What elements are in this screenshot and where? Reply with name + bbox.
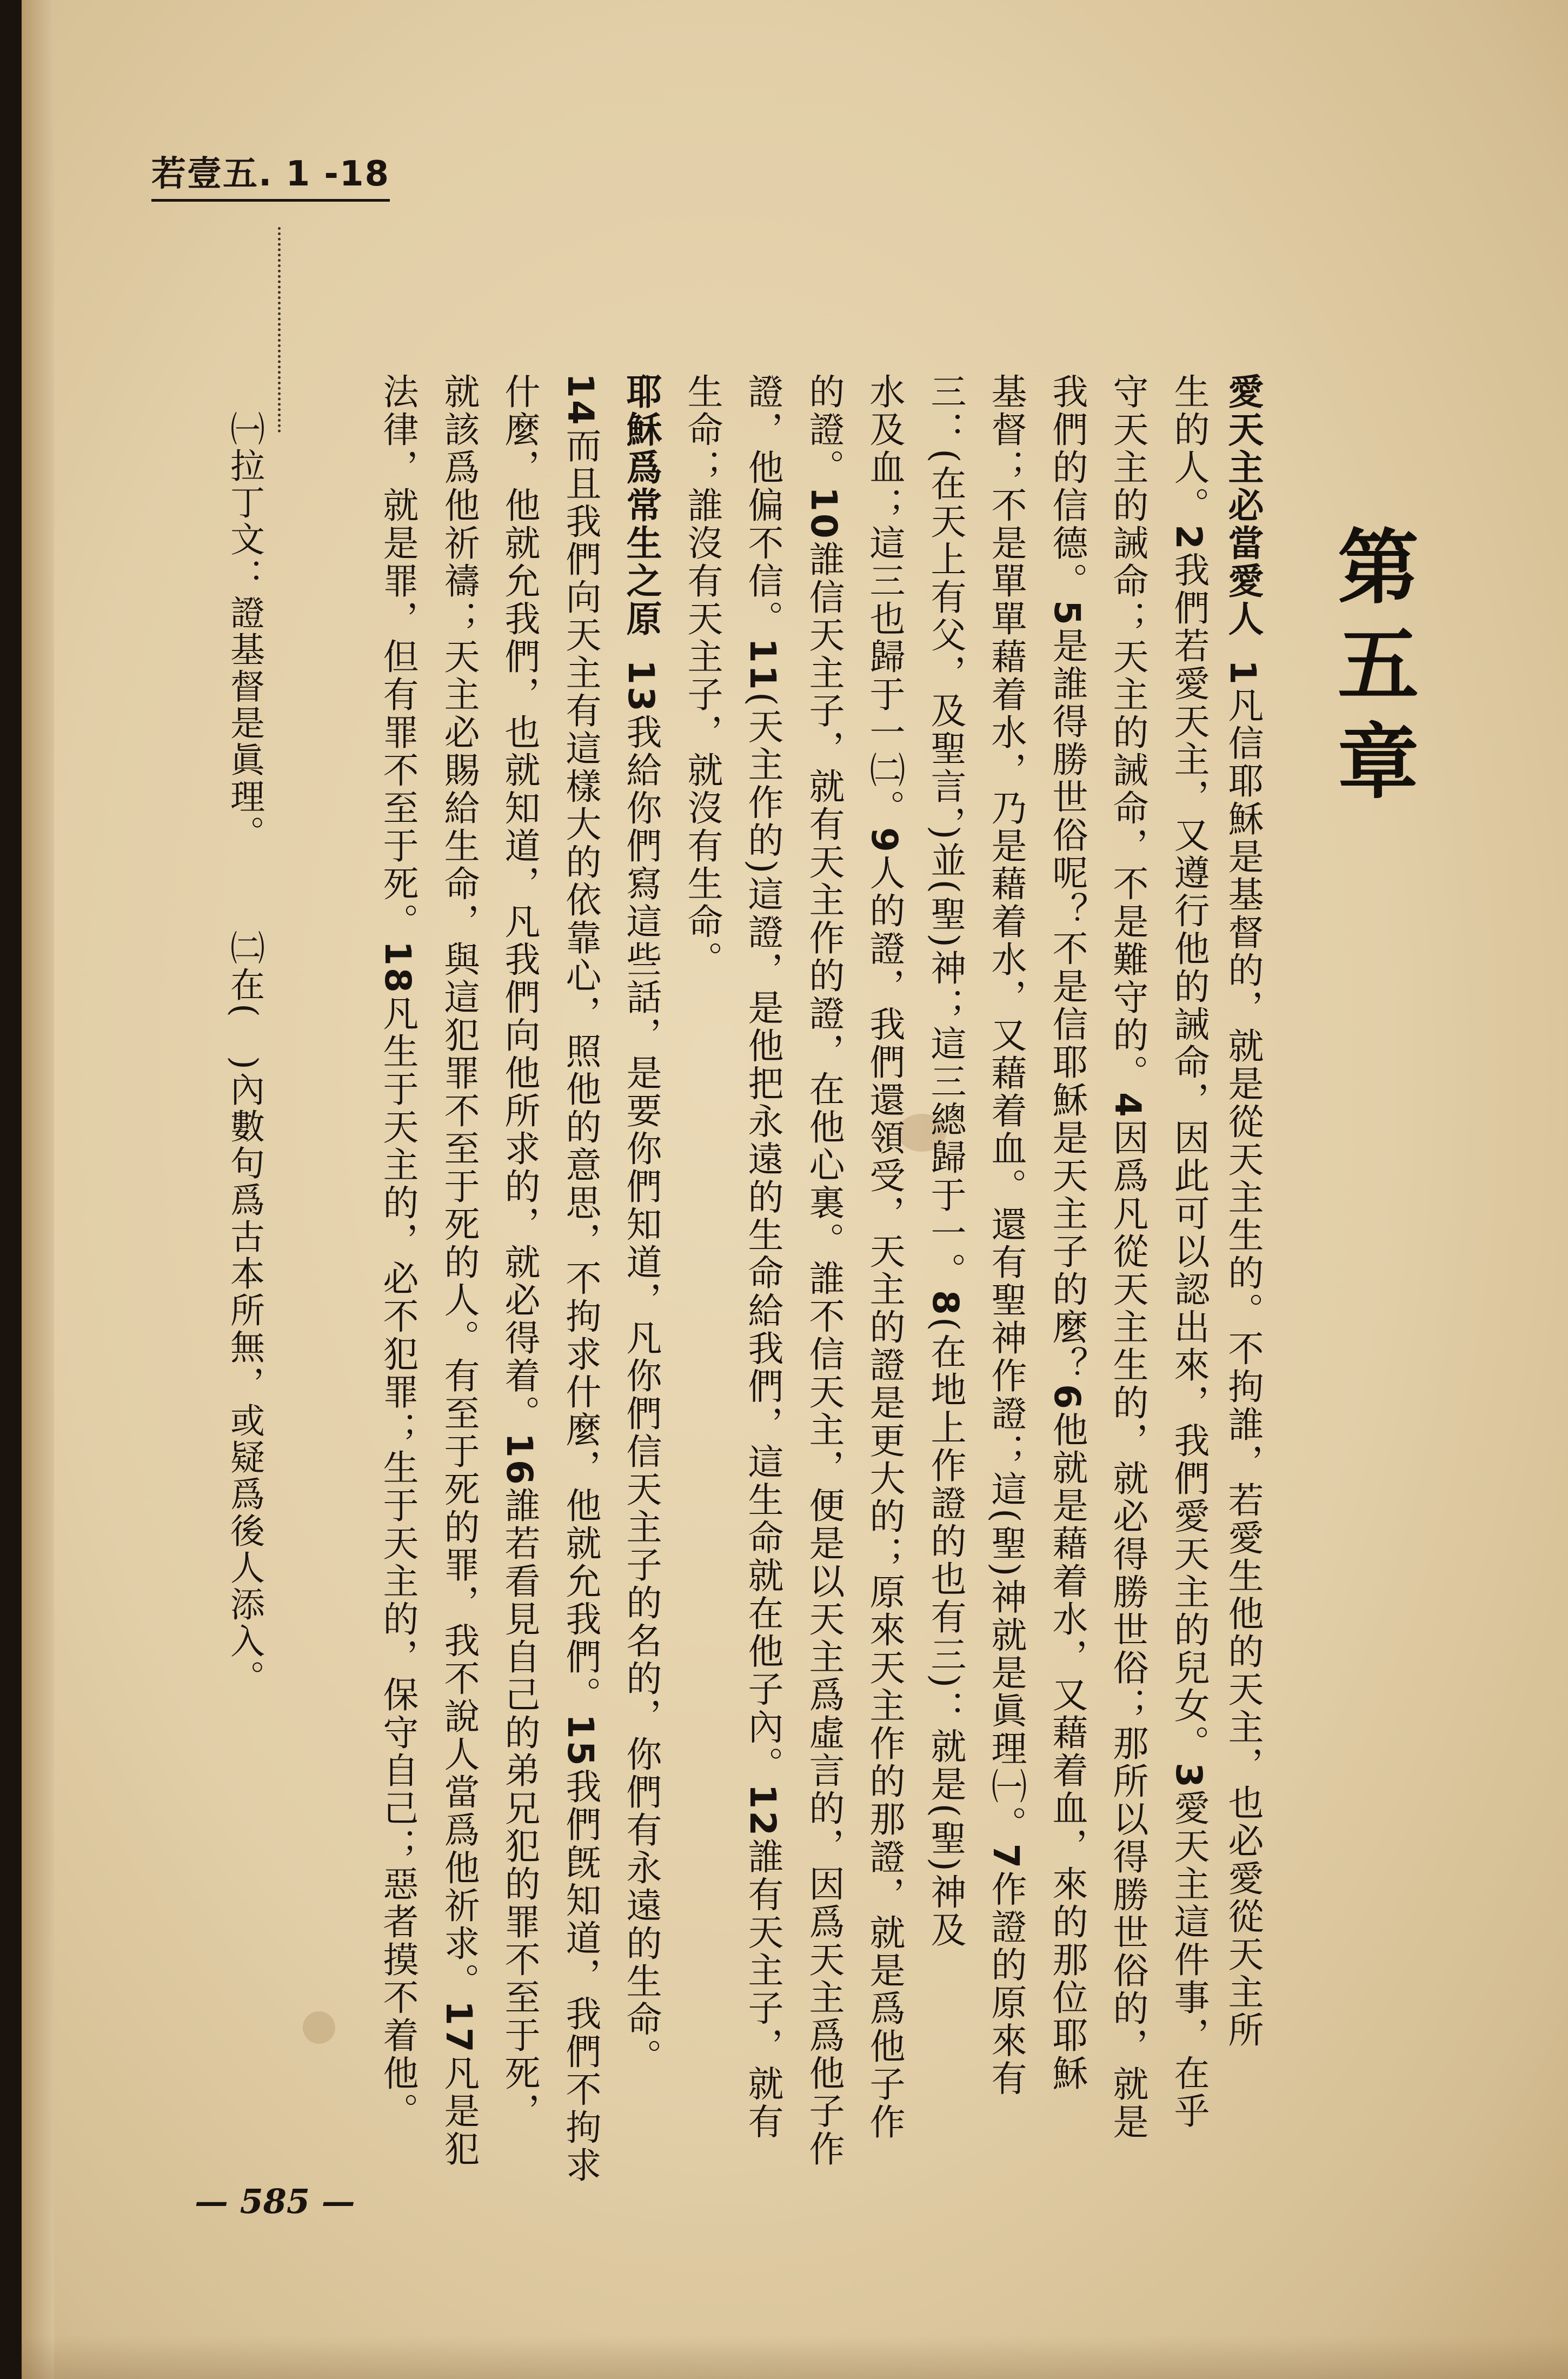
verse-number: 8: [925, 1290, 966, 1317]
footnote-separator: [278, 227, 284, 433]
verse-number: 12: [742, 1784, 783, 1838]
verse-text: 我給你們寫這些話，是要你們知道，凡你們信天主子的名的，你們有永遠的生命。: [620, 713, 662, 2076]
verse-text: 的證。: [803, 373, 845, 487]
text-column: [925, 373, 966, 1949]
verse-number: 2: [1168, 524, 1210, 551]
page-bottom-edge: [22, 2336, 1568, 2379]
verse-text: 是誰得勝世俗呢？不是信耶穌是天主子的麼？: [1046, 627, 1088, 1384]
verse-number: 10: [803, 487, 845, 541]
text-column: [1222, 373, 1264, 2049]
verse-number: 4: [1107, 1092, 1148, 1119]
text-column: [1107, 373, 1148, 2141]
verse-text: 作證的原來有: [985, 1870, 1027, 2098]
text-column: [1046, 373, 1088, 2092]
text-column: [499, 373, 540, 2130]
paper-stain: [303, 2011, 335, 2044]
verse-text: (天主作的)這證，是他把永遠的生命給我們，這生命就在他子內。: [742, 692, 783, 1784]
verse-text: 基督；不是單單藉着水，乃是藉着水，又藉着血。還有聖神作證；這(聖)神就是眞理㈠。: [985, 373, 1027, 1844]
chapter-title: 第五章: [1324, 524, 1418, 816]
verse-text: 我們旣知道，我們不拘求: [560, 1767, 601, 2184]
verse-text: 我們若愛天主，又遵行他的誡命，因此可以認出來，我們愛天主的兒女。: [1168, 551, 1210, 1763]
verse-text: 凡信耶穌是基督的，就是從天主生的。不拘誰，若愛生他的天主，也必愛從天主所: [1222, 686, 1264, 2049]
verse-number: 9: [863, 827, 905, 854]
verse-text: 就該爲他祈禱；天主必賜給生命，與這犯罪不至于死的人。有至于死的罪，我不說人當爲他祈求。: [438, 373, 480, 2001]
text-column: [620, 373, 662, 2076]
verse-text: 因爲凡從天主生的，就必得勝世俗；那所以得勝世俗的，就是: [1107, 1119, 1148, 2141]
verse-text: 守天主的誡命；天主的誡命，不是難守的。: [1107, 373, 1148, 1092]
text-column: [377, 373, 418, 2130]
verse-text: (在地上作證的也有三)：就是(聖)神及: [925, 1317, 966, 1949]
text-column: [438, 373, 480, 2168]
verse-number: 3: [1168, 1762, 1210, 1790]
text-column: [985, 373, 1027, 2098]
section-heading: 耶穌爲常生之原: [620, 373, 662, 638]
text-column: [560, 373, 601, 2184]
verse-text: 什麼，他就允我們，也就知道，凡我們向他所求的，就必得着。: [499, 373, 540, 1433]
text-column: [681, 373, 723, 979]
verse-text: 三：(在天上有父，及聖言，)並(聖)神；這三總歸于一。: [925, 373, 966, 1290]
verse-number: 5: [1046, 600, 1088, 627]
text-column: [803, 373, 845, 2168]
verse-number: 15: [560, 1713, 601, 1768]
verse-number: 13: [620, 660, 662, 714]
verse-text: 誰若看見自己的弟兄犯的罪不至于死，: [499, 1486, 540, 2130]
verse-text: 生命；誰沒有天主子，就沒有生命。: [681, 373, 723, 979]
page-header-reference: 若壹五. 1 -18: [151, 146, 390, 202]
verse-text: 誰信天主子，就有天主作的證，在他心裏。誰不信天主，便是以天主爲虛言的，因爲天主爲他子作: [803, 540, 845, 2168]
verse-text: 人的證，我們還領受，天主的證是更大的；原來天主作的那證，就是爲他子作: [863, 854, 905, 2141]
verse-text: 水及血；這三也歸于一㈡。: [863, 373, 905, 827]
footnote: ㈡在( )內數句爲古本所無，或疑爲後人添入。: [224, 930, 264, 1697]
page-spine: [22, 0, 54, 2379]
verse-number: 18: [377, 941, 418, 995]
text-column: [863, 373, 905, 2141]
verse-number: 14: [560, 373, 601, 427]
section-heading: 愛天主必當愛人: [1222, 373, 1264, 638]
text-column: [1168, 373, 1210, 2130]
verse-text: 凡生于天主的，必不犯罪；生于天主的，保守自己；惡者摸不着他。: [377, 994, 418, 2130]
text-column: [742, 373, 783, 2141]
page-number: — 585 —: [195, 2182, 355, 2221]
verse-text: 證，他偏不信。: [742, 373, 783, 638]
verse-number: 1: [1222, 660, 1264, 687]
verse-text: 法律，就是罪，但有罪不至于死。: [377, 373, 418, 941]
verse-number: 16: [499, 1433, 540, 1487]
verse-number: 11: [742, 638, 783, 692]
verse-text: 他就是藉着水，又藉着血，來的那位耶穌: [1046, 1411, 1088, 2092]
verse-text: 誰有天主子，就有: [742, 1838, 783, 2141]
verse-text: 愛天主這件事，在乎: [1168, 1789, 1210, 2130]
verse-text: 凡是犯: [438, 2054, 480, 2168]
verse-number: 7: [985, 1843, 1027, 1871]
verse-text: 而且我們向天主有這樣大的依靠心，照他的意思，不拘求什麼，他就允我們。: [560, 427, 601, 1714]
verse-number: 17: [438, 2001, 480, 2055]
verse-text: 生的人。: [1168, 373, 1210, 524]
footnote: ㈠拉丁文：證基督是眞理。: [224, 411, 264, 852]
verse-number: 6: [1046, 1384, 1088, 1411]
book-page: [22, 0, 1568, 2379]
verse-text: 我們的信德。: [1046, 373, 1088, 600]
